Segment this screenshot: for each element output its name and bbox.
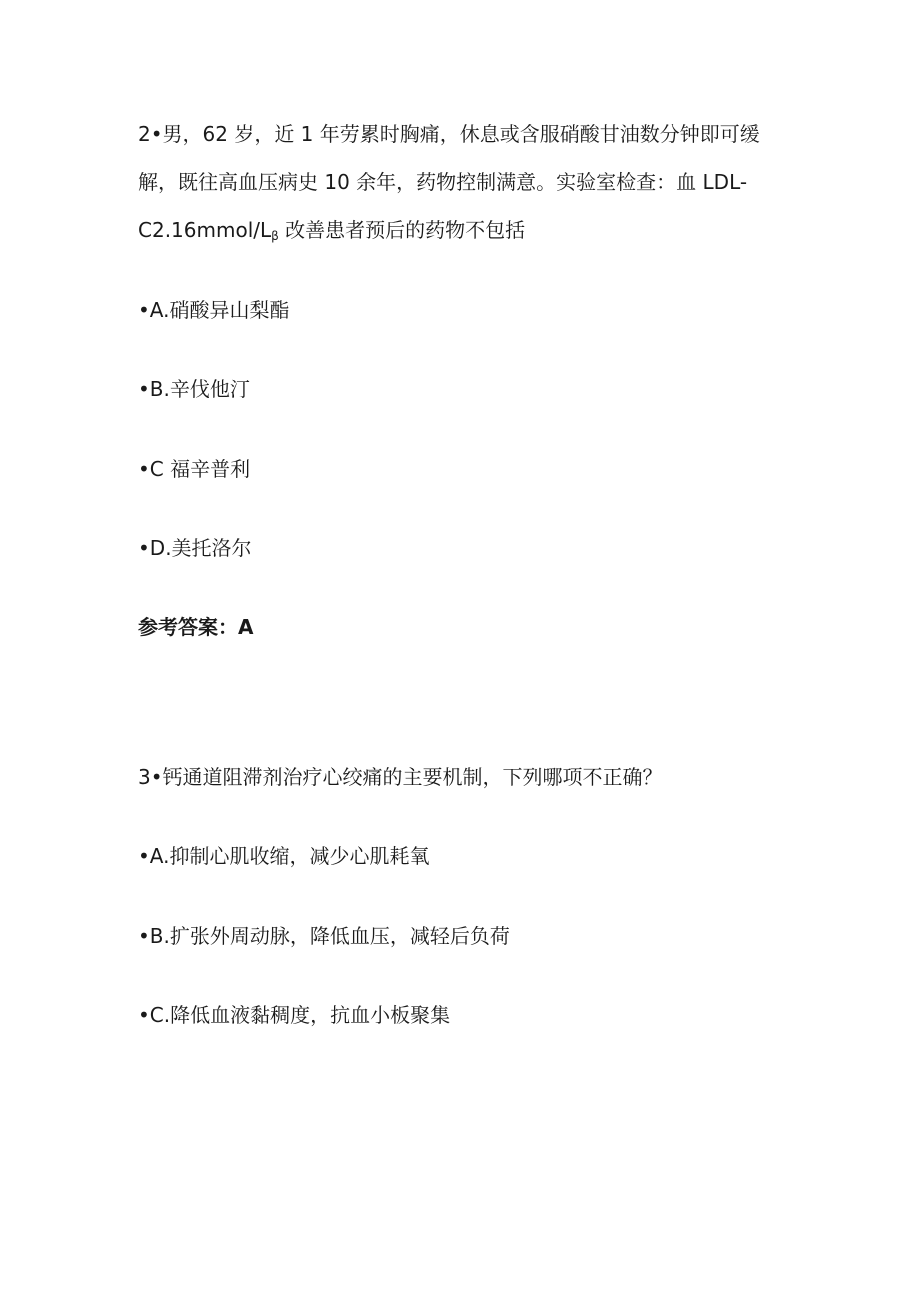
question-2-stem-ending: 改善患者预后的药物不包括	[285, 218, 526, 242]
question-2-answer: 参考答案：A	[138, 615, 254, 639]
question-2-stem-line-3	[138, 216, 525, 250]
question-2-stem-line-2: 解，既往高血压病史 10 余年，药物控制满意。实验室检查：血 LDL-	[138, 170, 748, 194]
question-3-option-a: •A.抑制心肌收缩，减少心肌耗氧	[138, 844, 430, 868]
question-2-option-d: •D.美托洛尔	[138, 536, 252, 560]
question-2-option-c: •C 福辛普利	[138, 457, 251, 481]
question-2-option-b: •B.辛伐他汀	[138, 377, 250, 401]
lab-value-subscript: β	[271, 229, 279, 243]
question-2-option-a: •A.硝酸异山梨酯	[138, 298, 290, 322]
question-3-stem: 3•钙通道阻滞剂治疗心绞痛的主要机制，下列哪项不正确？	[138, 765, 663, 789]
question-3-option-b: •B.扩张外周动脉，降低血压，减轻后负荷	[138, 924, 510, 948]
question-2-stem-line-1: 2•男，62 岁，近 1 年劳累时胸痛，休息或含服硝酸甘油数分钟即可缓	[138, 122, 760, 146]
question-3-option-c: •C.降低血液黏稠度，抗血小板聚集	[138, 1003, 451, 1027]
lab-value: C2.16mmol/L	[138, 218, 272, 242]
